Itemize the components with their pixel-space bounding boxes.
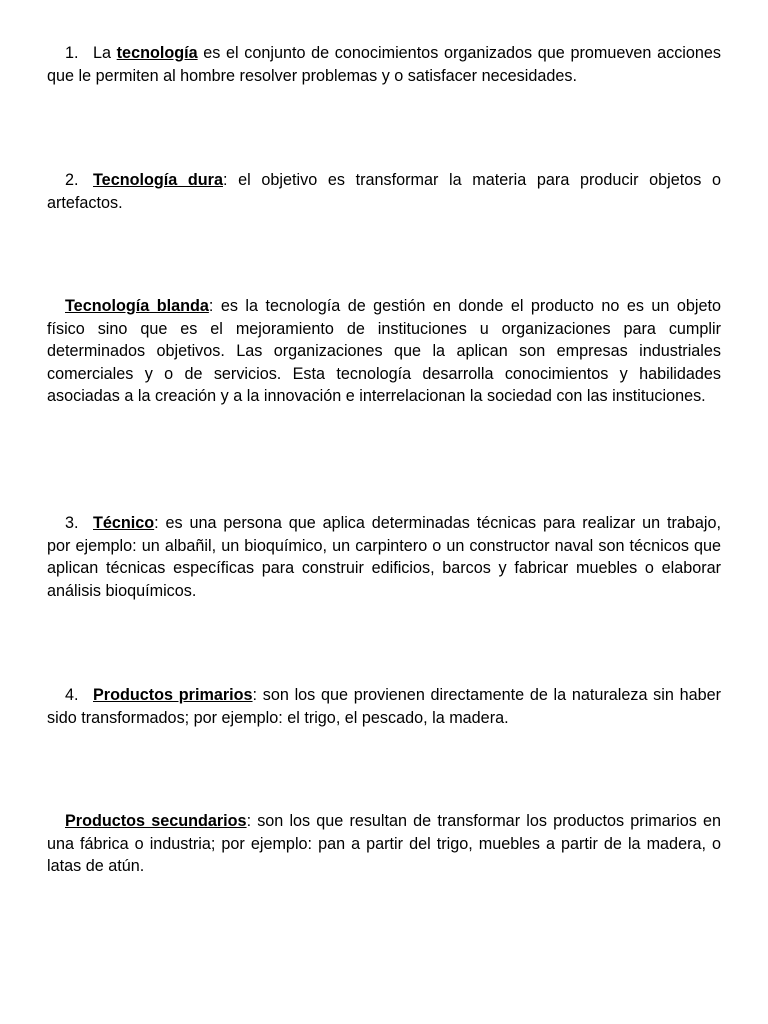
definition-tecnologia-blanda	[47, 295, 721, 408]
lead-text: La	[93, 44, 117, 62]
list-number: 3.	[65, 514, 79, 532]
term-heading: Tecnología blanda	[65, 297, 209, 315]
definition-text: : el objetivo es transformar la materia para producir objetos o artefactos.	[47, 171, 721, 212]
definition-text: es el conjunto de conocimientos organizados que promueven acciones que le permiten al hombre resolver problemas y o satisfacer necesidades.	[47, 44, 721, 85]
list-number: 2.	[65, 171, 79, 189]
definition-tecnologia-dura	[47, 169, 721, 214]
term-heading: Productos secundarios	[65, 812, 247, 830]
list-number: 1.	[65, 44, 79, 62]
definition-productos-primarios	[47, 684, 721, 729]
definition-text: : es la tecnología de gestión en donde el producto no es un objeto físico sino que es el mejoramiento de instituciones u organizaciones para cumplir determinados objetivos. Las organizaciones que la aplican son empresas industriales comerciales y o de servicios. Esta tecnología desarrolla conocimientos y habilidades asociadas a la creación y a la innovación e interrelacionan la sociedad con las instituciones.	[47, 297, 722, 405]
definition-text: : son los que resultan de transformar los productos primarios en una fábrica o industria; por ejemplo: pan a partir del trigo, muebles a partir de la madera, o latas de atún.	[47, 812, 722, 875]
term-heading: Productos primarios	[93, 686, 253, 704]
term-heading: Técnico	[93, 514, 155, 532]
list-number: 4.	[65, 686, 79, 704]
definition-text: : son los que provienen directamente de la naturaleza sin haber sido transformados; por ejemplo: el trigo, el pescado, la madera.	[47, 686, 722, 727]
definition-productos-secundarios	[47, 810, 721, 878]
definition-text: : es una persona que aplica determinadas técnicas para realizar un trabajo, por ejemplo: un albañil, un bioquímico, un carpintero o un constructor naval son técnicos que aplican técnicas específicas para construir edificios, barcos y fabricar muebles o elaborar análisis bioquímicos.	[47, 514, 721, 600]
definition-tecnico	[47, 512, 721, 602]
definition-tecnologia	[47, 42, 721, 87]
term-heading: tecnología	[116, 44, 198, 62]
term-heading: Tecnología dura	[93, 171, 223, 189]
